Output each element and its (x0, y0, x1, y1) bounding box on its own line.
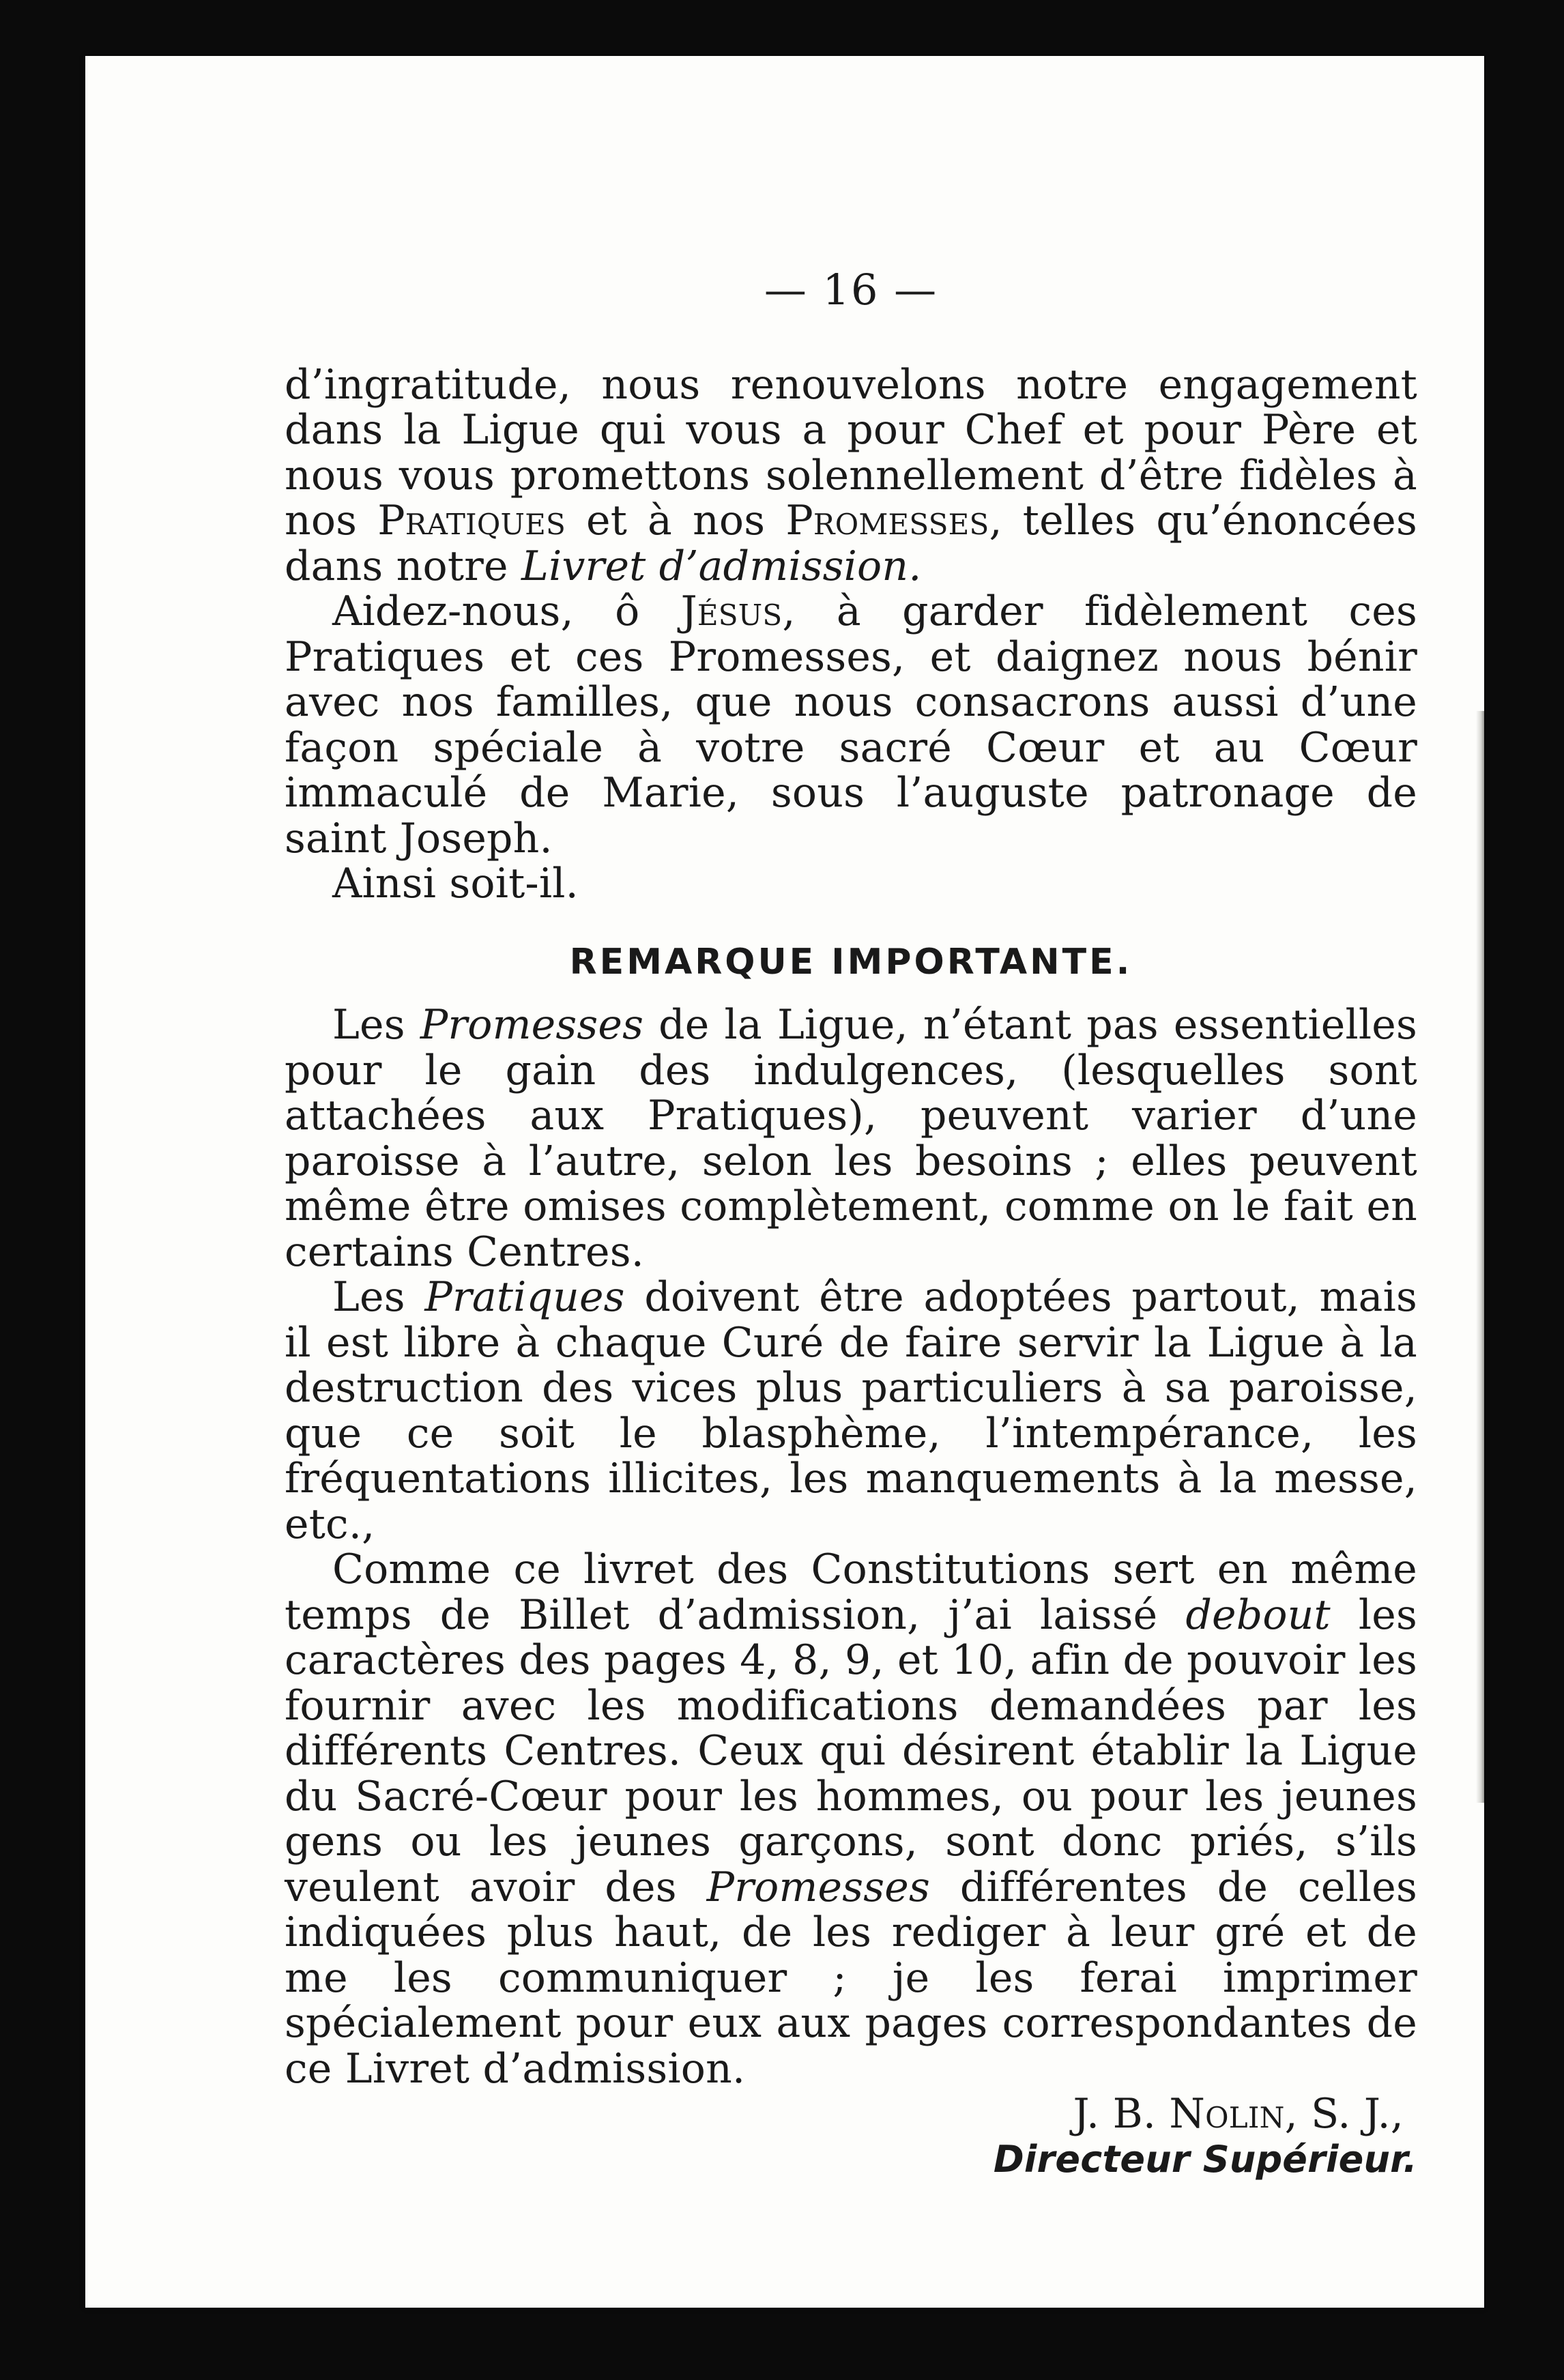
signature-surname: Nolin (1169, 2090, 1285, 2138)
signature-name (285, 2091, 1417, 2137)
paragraph-text: de la Ligue, n’étant pas essentielles pour le gain des indulgences, (lesquelles sont attachées aux Pratiques), peuvent varier d’une paroisse à l’autre, selon les besoins ; elles peuvent même être omises complètement, comme on le fait en certains Centres. (285, 1001, 1417, 1276)
paragraph-text: Les (332, 1273, 425, 1321)
page-edge (1476, 711, 1484, 1803)
text-block (285, 267, 1417, 2182)
paragraph-text: différentes de celles indiquées plus haut, de les rediger à leur gré et de me les communiquer ; je les ferai imprimer spécialement pour eux aux pages correspondantes de ce Livret d’admission. (285, 1863, 1417, 2093)
paragraph-prayer (285, 589, 1417, 861)
paragraph-text: Comme ce livret des Constitutions sert en même temps de Billet d’admission, j’ai laissé (285, 1545, 1417, 1639)
small-caps-promesses: Promesses (785, 497, 989, 545)
small-caps-pratiques: Pratiques (377, 497, 566, 545)
paragraph-text: et à nos (565, 497, 786, 545)
paragraph-promesses (285, 1002, 1417, 1275)
paragraph-amen: Ainsi soit-il. (332, 860, 579, 908)
paragraph-text: les caractères des pages 4, 8, 9, et 10, afin de pouvoir les fournir avec les modifications demandées par les différents Centres. Ceux qui désirent établir la Ligue du Sacré-Cœur pour les hommes, ou pour les jeunes gens ou les jeunes garçons, sont donc priés, s’ils veulent avoir des (285, 1591, 1417, 1911)
italic-promesses: Promesses (706, 1863, 930, 1911)
paragraph-text: Aidez-nous, ô (332, 587, 681, 635)
italic-debout: debout (1185, 1591, 1331, 1639)
paragraph-text: , à garder fidèlement ces Pratiques et ces Promesses, et daignez nous bénir avec nos familles, que nous consacrons aussi d’une façon spéciale à votre sacré Cœur et au Cœur immaculé de Marie, sous l’auguste patronage de saint Joseph. (285, 587, 1417, 862)
section-heading: REMARQUE IMPORTANTE. (569, 941, 1133, 983)
italic-promesses: Promesses (420, 1001, 644, 1049)
page-number: — 16 — (764, 265, 938, 315)
italic-livret: Livret d’admission. (521, 542, 922, 590)
signature-initials: J. B. (1073, 2090, 1170, 2138)
paragraph-livret (285, 1547, 1417, 2091)
document-page (85, 56, 1484, 2308)
signature-title: Directeur Supérieur. (993, 2137, 1417, 2181)
paragraph-pratiques (285, 1275, 1417, 1547)
italic-pratiques: Pratiques (424, 1273, 625, 1321)
paragraph-text: Les (332, 1001, 420, 1049)
signature-suffix: , S. J., (1284, 2090, 1404, 2138)
paragraph-text: doivent être adoptées partout, mais il est libre à chaque Curé de faire servir la Ligue à la destruction des vices plus particuliers à sa paroisse, que ce soit le blasphème, l’intempérance, les fréquentations illicites, les manquements à la messe, etc., (285, 1273, 1417, 1548)
paragraph-text: d’ingratitude, nous renouvelons notre engagement dans la Ligue qui vous a pour Chef et pour Père et nous vous promettons solennellement d’être fidèles à nos (285, 360, 1417, 545)
paragraph-engagement (285, 362, 1417, 590)
paragraph-text: , telles qu’énoncées dans notre (285, 497, 1417, 590)
small-caps-jesus: Jésus (680, 587, 783, 635)
